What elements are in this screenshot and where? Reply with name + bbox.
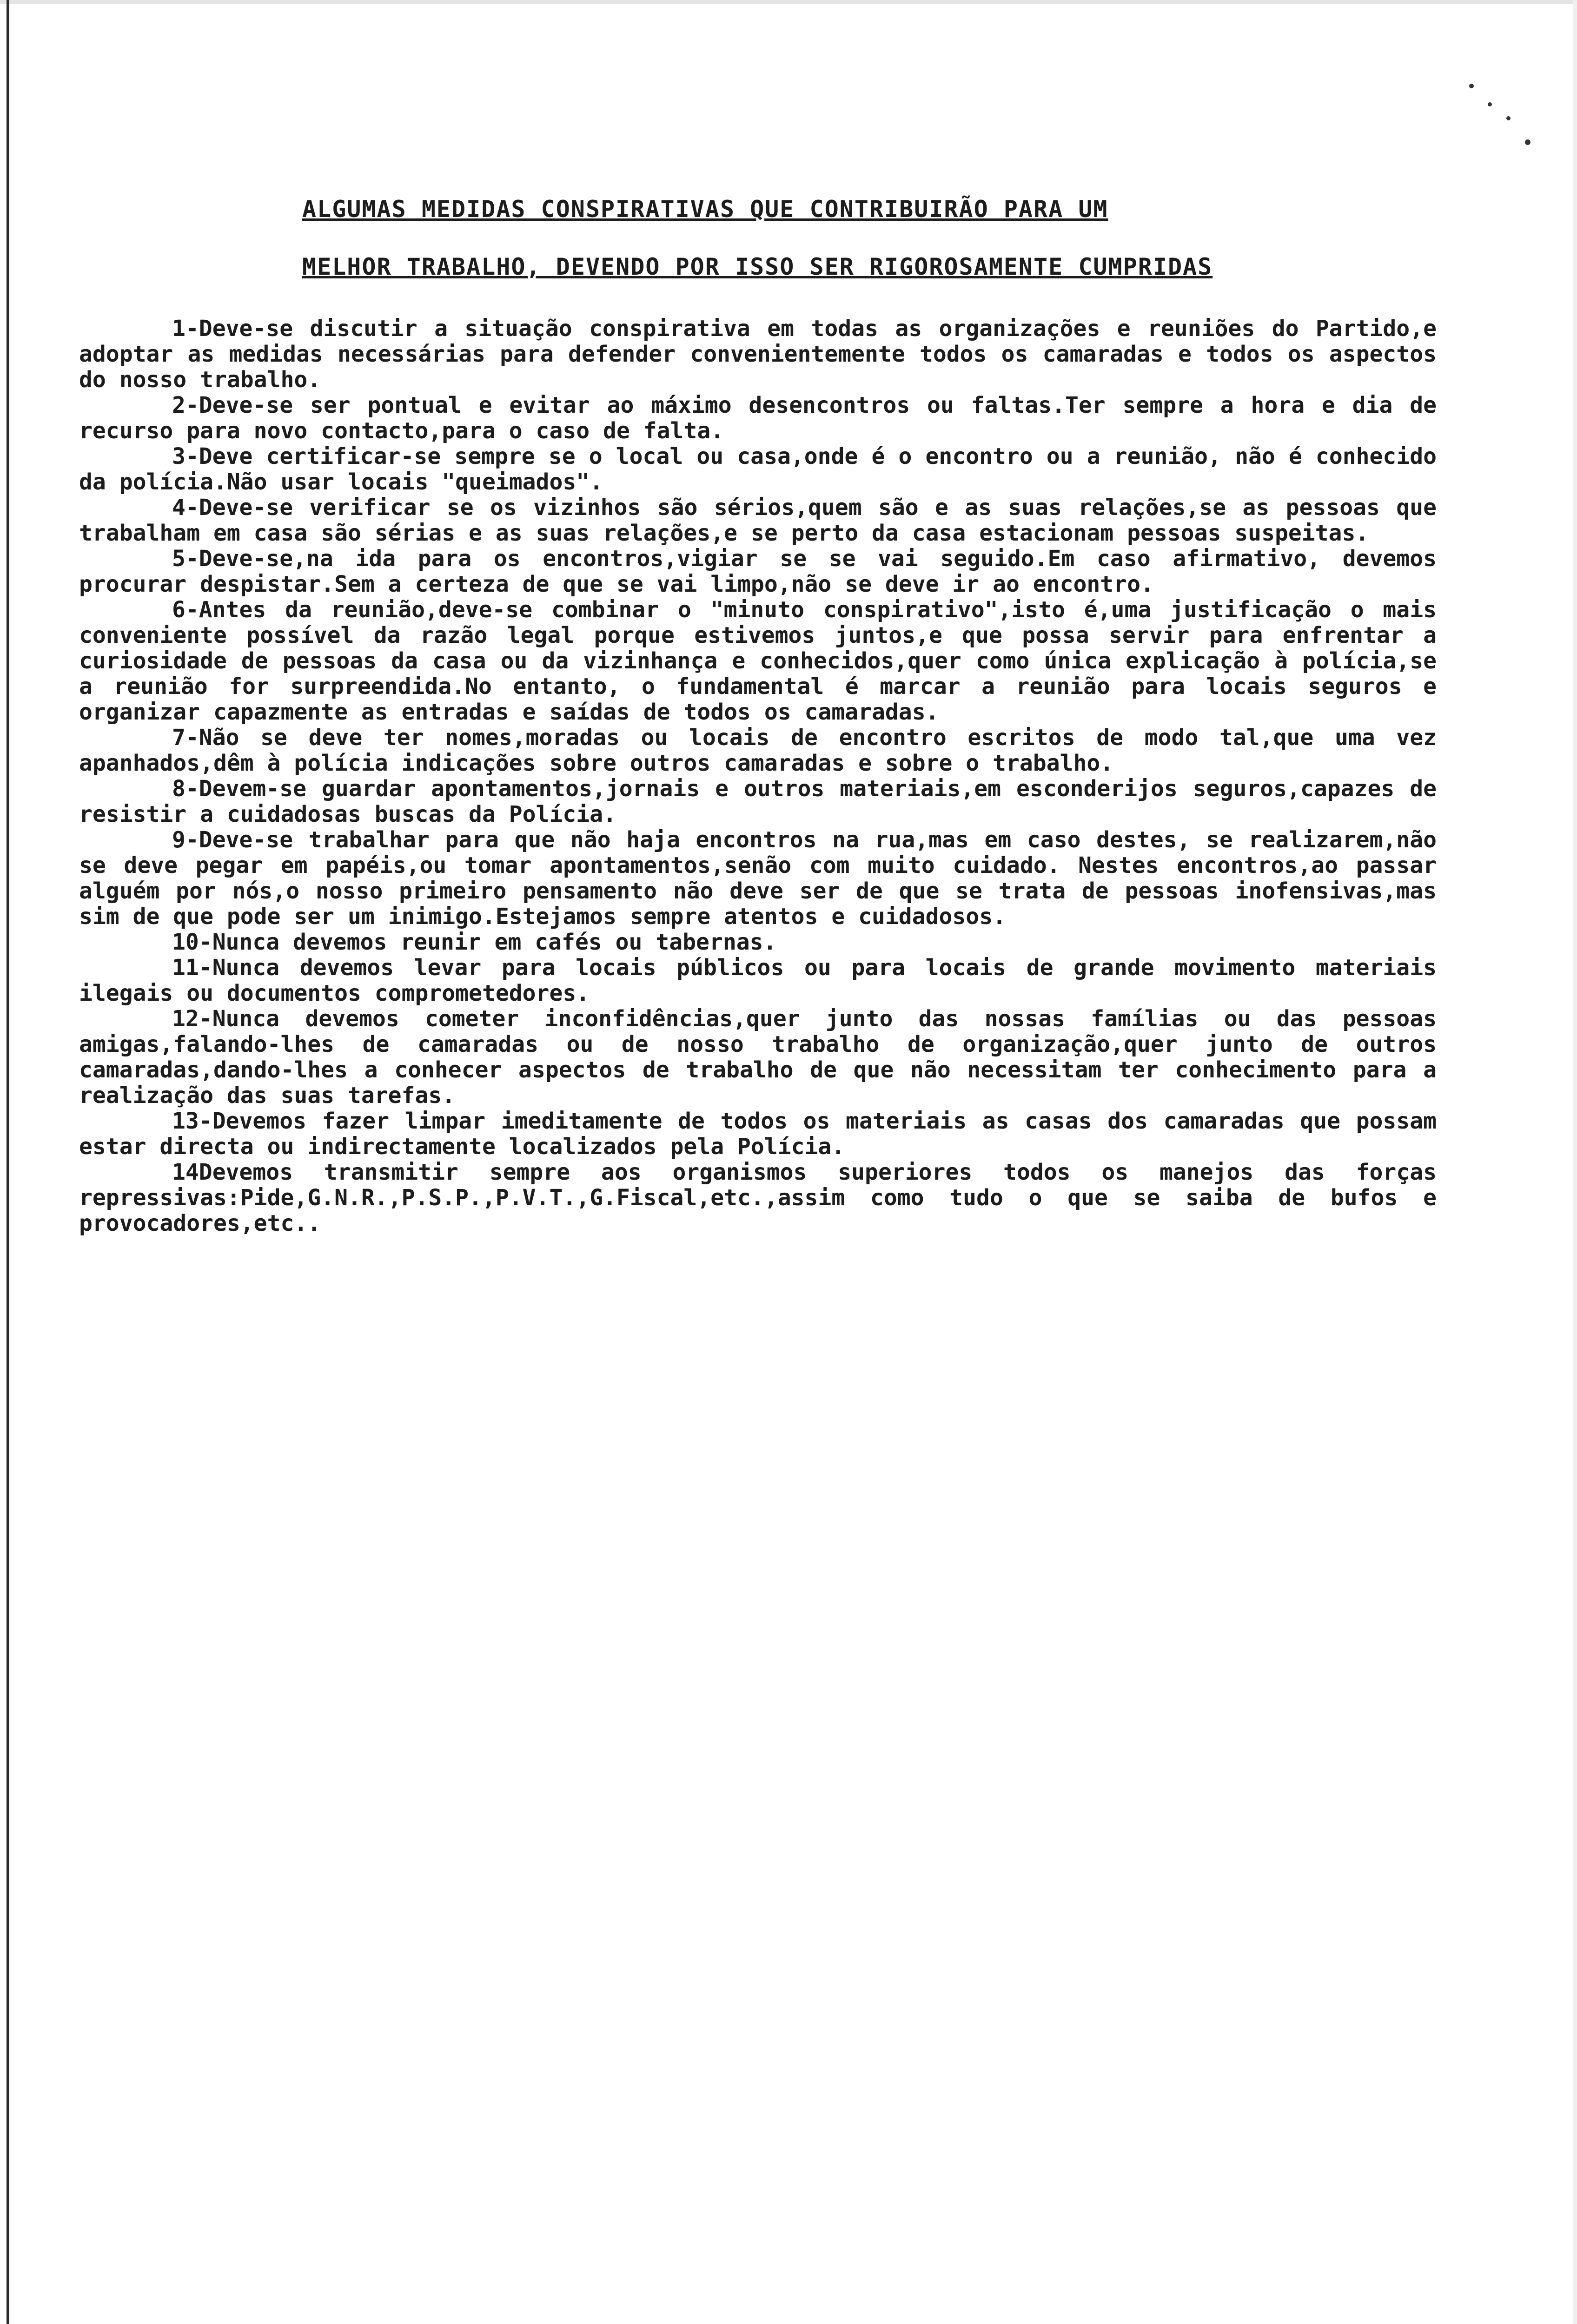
measure-paragraph: 4-Deve-se verificar se os vizinhos são sérios,quem são e as suas relações,se as pessoas que trabalham em casa são sérias e as suas relações,e se perto da casa estacionam pessoas suspeitas. — [79, 495, 1437, 546]
measure-paragraph: 9-Deve-se trabalhar para que não haja encontros na rua,mas em caso destes, se realizarem,não se deve pegar em papéis,ou tomar apontamentos,senão com muito cuidado. Nestes encontros,ao passar alguém por nós,o nosso primeiro pensamento não deve ser de que se trata de pessoas inofensivas,mas sim de que pode ser um inimigo.Estejamos sempre atentos e cuidadosos. — [79, 827, 1437, 930]
measure-paragraph: 13-Devemos fazer limpar imeditamente de todos os materiais as casas dos camaradas que possam estar directa ou indirectamente localizados pela Polícia. — [79, 1108, 1437, 1160]
measure-paragraph: 14Devemos transmitir sempre aos organismos superiores todos os manejos das forças repressivas:Pide,G.N.R.,P.S.P.,P.V.T.,G.Fiscal,etc.,assim como tudo o que se saiba de bufos e provocadores,etc.. — [79, 1159, 1437, 1236]
measure-paragraph: 10-Nunca devemos reunir em cafés ou tabernas. — [172, 929, 777, 955]
scan-speck — [1488, 102, 1492, 106]
measure-paragraph: 2-Deve-se ser pontual e evitar ao máximo desencontros ou faltas.Ter sempre a hora e dia de recurso para novo contacto,para o caso de falta. — [79, 392, 1437, 444]
measure-paragraph: 8-Devem-se guardar apontamentos,jornais e outros materiais,em esconderijos seguros,capazes de resistir a cuidadosas buscas da Polícia. — [79, 776, 1437, 827]
document-body — [79, 316, 1437, 1236]
scan-speck — [1469, 84, 1474, 88]
measure-paragraph: 5-Deve-se,na ida para os encontros,vigiar se se vai seguido.Em caso afirmativo, devemos procurar despistar.Sem a certeza de que se vai limpo,não se deve ir ao encontro. — [79, 546, 1437, 597]
scan-speck — [1506, 116, 1511, 120]
measure-paragraph: 6-Antes da reunião,deve-se combinar o "minuto conspirativo",isto é,uma justificação o mais conveniente possível da razão legal porque estivemos juntos,e que possa servir para enfrentar a curiosidade de pessoas da casa ou da vizinhança e conhecidos,quer como única explicação à polícia,se a reunião for surpreendida.No entanto, o fundamental é marcar a reunião para locais seguros e organizar capazmente as entradas e saídas de todos os camaradas. — [79, 597, 1437, 725]
measure-paragraph: 7-Não se deve ter nomes,moradas ou locais de encontro escritos de modo tal,que uma vez apanhados,dêm à polícia indicações sobre outros camaradas e sobre o trabalho. — [79, 725, 1437, 776]
document-title — [302, 195, 1279, 281]
scan-speck — [1525, 139, 1531, 145]
measure-paragraph: 3-Deve certificar-se sempre se o local ou casa,onde é o encontro ou a reunião, não é conhecido da polícia.Não usar locais "queimados". — [79, 443, 1437, 495]
measure-paragraph: 12-Nunca devemos cometer inconfidências,quer junto das nossas famílias ou das pessoas amigas,falando-lhes de camaradas ou de nosso trabalho de organização,quer junto de outros camaradas,dando-lhes a conhecer aspectos de trabalho de que não necessitam ter conhecimento para a realização das suas tarefas. — [79, 1006, 1437, 1109]
title-line-1: ALGUMAS MEDIDAS CONSPIRATIVAS QUE CONTRIBUIRÃO PARA UM — [302, 196, 1108, 223]
measure-paragraph: 1-Deve-se discutir a situação conspirativa em todas as organizações e reuniões do Partido,e adoptar as medidas necessárias para defender convenientemente todos os camaradas e todos os aspectos do nosso trabalho. — [79, 316, 1437, 393]
title-line-2: MELHOR TRABALHO, DEVENDO POR ISSO SER RIGOROSAMENTE CUMPRIDAS — [302, 253, 1213, 280]
scan-left-border — [7, 0, 9, 2324]
scan-right-edge — [1573, 0, 1577, 2324]
scan-top-edge — [0, 0, 1577, 4]
measure-paragraph: 11-Nunca devemos levar para locais públicos ou para locais de grande movimento materiais ilegais ou documentos comprometedores. — [79, 955, 1437, 1006]
